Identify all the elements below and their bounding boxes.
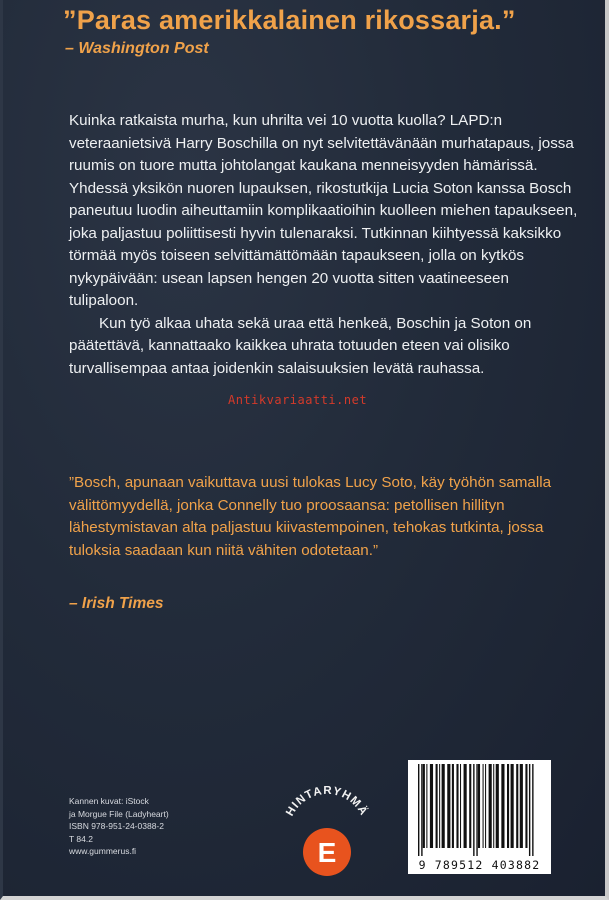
barcode-bar — [496, 764, 499, 848]
barcode-bar — [507, 764, 509, 848]
barcode-bar — [442, 764, 445, 848]
barcode-bars — [408, 760, 551, 856]
price-group-letter: E — [317, 837, 337, 868]
barcode-bar — [529, 764, 530, 856]
barcode-bar — [493, 764, 494, 848]
blurb-paragraph-1: Kuinka ratkaista murha, kun uhrilta vei 10 vuotta kuolla? LAPD:n veteraanietsivä Harry Boschilla on nyt selvitettävänään murhatapaus, jossa ruumis on tuore mutta johtolangat kaukana menneisyyden hämärissä. Yhdessä yksikön nuoren lupauksen, rikostutkija Lucia Soton kanssa Bosch paneutuu luodin aiheuttamiin komplikaatioihin kuolleen miehen tapaukseen, joka paljastuu poliittisesti hyvin tulenaraksi. Tutkinnan kiihtyessä kaksikko törmää myös toiseen selvittämättömään tapaukseen, jolla on kytkös nykypäivään: usean lapsen hengen 20 vuotta sitten vaatineeseen tulipaloon. — [69, 112, 578, 309]
barcode-bar — [426, 764, 427, 848]
barcode-bar — [476, 764, 477, 856]
isbn-line: ISBN 978-951-24-0388-2 — [69, 821, 164, 832]
barcode-bar — [516, 764, 518, 848]
barcode-bar — [489, 764, 492, 848]
review-quote-source: – Irish Times — [69, 595, 164, 612]
blurb — [69, 110, 579, 380]
barcode-bar — [525, 764, 527, 848]
barcode-bar — [430, 764, 433, 848]
barcode-bar — [469, 764, 471, 848]
barcode-bar — [485, 764, 486, 848]
barcode-bar — [439, 764, 440, 848]
barcode-bar — [483, 764, 484, 848]
barcode-bar — [532, 764, 533, 856]
price-group-label: HINTARYHMÄ — [284, 784, 370, 819]
barcode-bar — [423, 764, 425, 848]
blurb-paragraph-2: Kun työ alkaa uhata sekä uraa että henkeä, Boschin ja Soton on päätettävä, kannattaako kaikkea uhrata totuuden eteen vai olisiko turvallisempaa antaa joidenkin salaisuuksien levätä rauhassa. — [69, 314, 532, 377]
barcode-bar — [418, 764, 419, 856]
barcode-bar — [421, 764, 422, 856]
publisher-credits — [69, 795, 169, 858]
publisher-url: www.gummerus.fi — [69, 846, 137, 857]
barcode-bar — [473, 764, 474, 856]
barcode-bar — [478, 764, 480, 848]
price-group-badge — [271, 760, 381, 880]
watermark: Antikvariaatti.net — [228, 393, 368, 407]
barcode-bar — [456, 764, 458, 848]
barcode-bar — [452, 764, 454, 848]
classification-line: T 84.2 — [69, 833, 93, 844]
headline-quote: ”Paras amerikkalainen rikossarja.” — [63, 5, 516, 35]
barcode-bar — [464, 764, 467, 848]
credit-line: ja Morgue File (Ladyheart) — [69, 808, 169, 819]
review-quote: ”Bosch, apunaan vaikuttava uusi tulokas Lucy Soto, käy työhön samalla välittömyydellä, jonka Connelly tuo proosaansa: petollisen hillityn lähestymistavan alta paljastuu kiivastempoinen, tehokas tutkinta, jossa tuloksia saadaan kun niitä vähiten odotetaan.” — [69, 474, 552, 559]
barcode-bar — [501, 764, 504, 848]
barcode-digits: 9 789512 403882 — [418, 858, 541, 872]
headline-quote-source: – Washington Post — [65, 40, 209, 57]
credit-line: Kannen kuvat: iStock — [69, 796, 149, 806]
barcode-bar — [520, 764, 523, 848]
isbn-barcode — [408, 760, 551, 874]
barcode-bar — [447, 764, 450, 848]
barcode-bar — [460, 764, 461, 848]
barcode-bar — [436, 764, 438, 848]
barcode-bar — [511, 764, 514, 848]
